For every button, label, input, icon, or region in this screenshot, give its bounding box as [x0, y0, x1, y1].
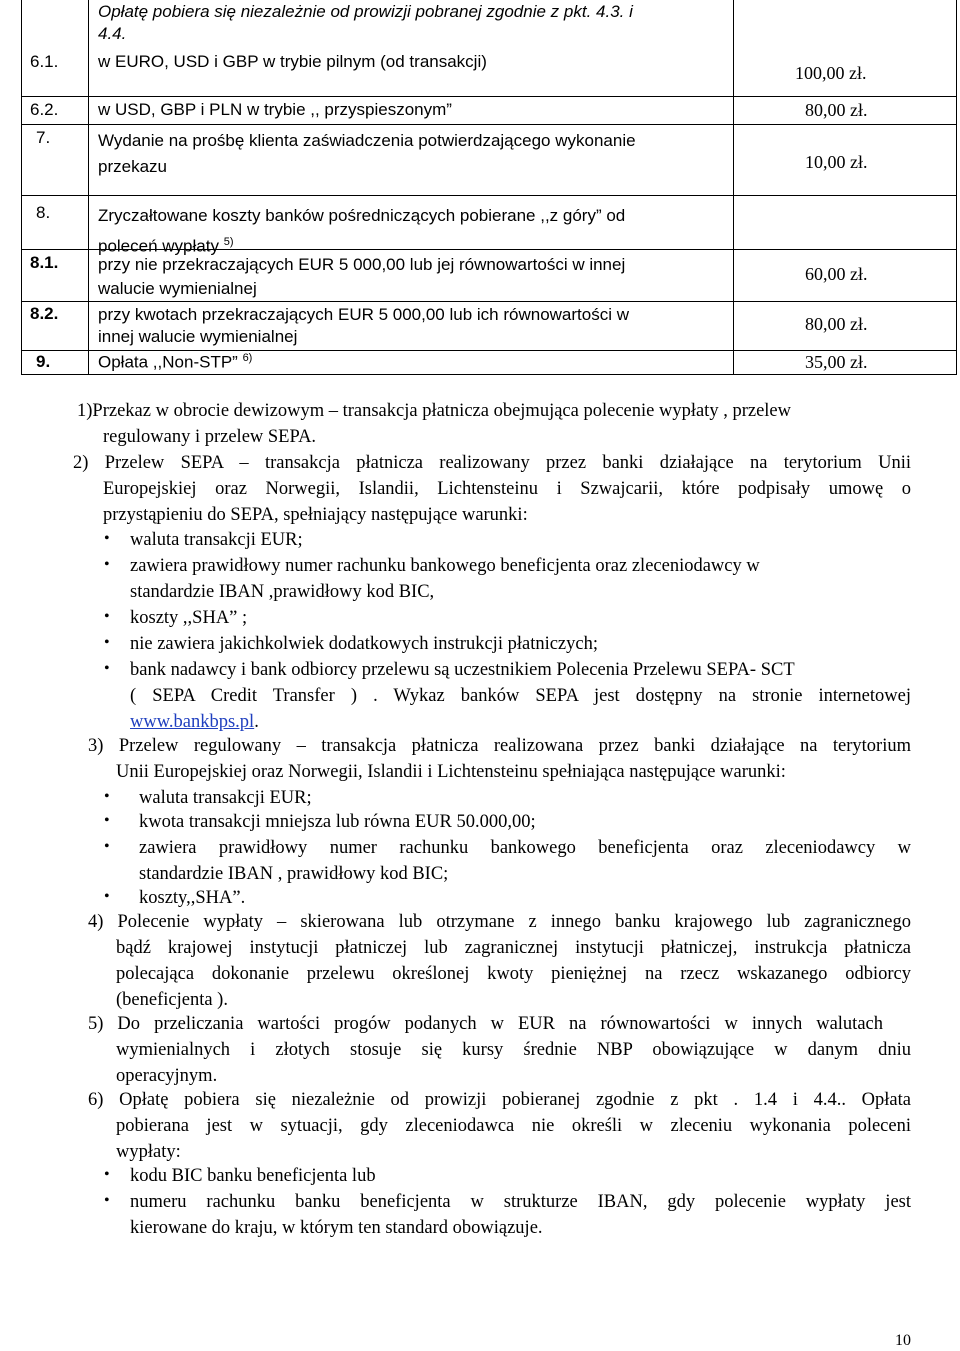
bullet-icon: • — [104, 1166, 110, 1183]
row-number: 8.1. — [30, 253, 59, 272]
note-4-line: polecająca dokonanie przelewu określonej kwoty pieniężnej na rzecz wskazanego odbiorcy — [116, 964, 911, 984]
list-item: bank nadawcy i bank odbiorcy przelewu są uczestnikiem Polecenia Przelewu SEPA- SCT — [130, 660, 795, 680]
note-6-line: 6) Opłatę pobiera się niezależnie od prowizji pobieranej zgodnie z pkt . 1.4 i 4.4.. Opłata — [88, 1090, 911, 1110]
row-description: w USD, GBP i PLN w trybie ,, przyspieszonym” — [98, 100, 452, 119]
note-3-line: 3) Przelew regulowany – transakcja płatnicza realizowana przez banki działające na terytorium — [88, 736, 911, 756]
bullet-icon: • — [104, 530, 110, 547]
note-2-line: 2) Przelew SEPA – transakcja płatnicza realizowany przez banki działające na terytorium Unii — [73, 453, 911, 473]
note-4-line: 4) Polecenie wypłaty – skierowana lub otrzymane z innego banku krajowego lub zagranicznego — [88, 912, 911, 932]
note-2-line: przystąpieniu do SEPA, spełniający następujące warunki: — [103, 505, 528, 525]
list-item: kierowane do kraju, w którym ten standard obowiązuje. — [130, 1218, 543, 1238]
row-number: 9. — [36, 352, 51, 371]
list-item: koszty ,,SHA” ; — [130, 608, 248, 628]
list-item: waluta transakcji EUR; — [139, 788, 312, 808]
row-description: w EURO, USD i GBP w trybie pilnym (od transakcji) — [98, 52, 487, 71]
bullet-icon: • — [104, 608, 110, 625]
note-1-line: regulowany i przelew SEPA. — [103, 427, 317, 447]
bullet-icon: • — [104, 838, 110, 855]
list-item: standardzie IBAN ,prawidłowy kod BIC, — [130, 582, 435, 602]
note-4-line: bądź krajowej instytucji płatniczej lub zagranicznej instytucji płatniczej, instrukcja płatnicza — [116, 938, 911, 958]
note-2-line: Europejskiej oraz Norwegii, Islandii, Lichtensteinu i Szwajcarii, które podpisały umowę o — [103, 479, 911, 499]
list-item: numeru rachunku banku beneficjenta w strukturze IBAN, gdy polecenie wypłaty jest — [130, 1192, 911, 1212]
note-5-line: operacyjnym. — [116, 1066, 218, 1086]
list-item: standardzie IBAN , prawidłowy kod BIC; — [139, 864, 449, 884]
list-item: kwota transakcji mniejsza lub równa EUR 50.000,00; — [139, 812, 536, 832]
list-item: zawiera prawidłowy numer rachunku bankowego beneficjenta oraz zleceniodawcy w — [130, 556, 760, 576]
row-number: 6.1. — [30, 52, 59, 71]
row-fee: 10,00 zł. — [805, 152, 868, 172]
bullet-icon: • — [104, 660, 110, 677]
row-number: 6.2. — [30, 100, 59, 119]
page-number: 10 — [895, 1332, 911, 1349]
note-3-line: Unii Europejskiej oraz Norwegii, Islandii i Lichtensteinu spełniająca następujące warunki: — [116, 762, 786, 782]
row-fee: 100,00 zł. — [795, 63, 867, 83]
bullet-icon: • — [104, 788, 110, 805]
bank-website-link[interactable]: www.bankbps.pl — [130, 712, 255, 732]
row-description: Opłata ,,Non-STP” $^{6)}$ — [98, 352, 253, 372]
bullet-icon: • — [104, 812, 110, 829]
note-6-line: wypłaty: — [116, 1142, 181, 1162]
note-5-line: wymienialnych i złotych stosuje się kursy średnie NBP obowiązujące w danym dniu — [116, 1040, 911, 1060]
row-description: Zryczałtowane koszty banków pośredniczących pobierane ,,z góry” od poleceń wypłaty $^{5)}$ — [98, 206, 626, 256]
row-fee: 80,00 zł. — [805, 314, 868, 334]
row-fee: 60,00 zł. — [805, 264, 868, 284]
list-item: waluta transakcji EUR; — [130, 530, 303, 550]
row-description: Wydanie na prośbę klienta zaświadczenia potwierdzającego wykonanie przekazu — [98, 131, 636, 176]
row-number: 8. — [36, 203, 51, 222]
table-row: Opłatę pobiera się niezależnie od prowizji pobranej zgodnie z pkt. 4.3. i 4.4. — [98, 2, 633, 43]
note-5-line: 5) Do przeliczania wartości progów podanych w EUR na równowartości w innych walutach — [88, 1014, 883, 1034]
list-item: kodu BIC banku beneficjenta lub — [130, 1166, 376, 1186]
note-1-line: 1)Przekaz w obrocie dewizowym – transakcja płatnicza obejmująca polecenie wypłaty , przelew — [77, 401, 791, 421]
note-4-line: (beneficjenta ). — [116, 990, 228, 1010]
bullet-icon: • — [104, 888, 110, 905]
note-6-line: pobierana jest w sytuacji, gdy zleceniodawca nie określi w zleceniu wykonania poleceni — [116, 1116, 911, 1136]
row-number: 7. — [36, 128, 51, 147]
row-fee: 35,00 zł. — [805, 352, 868, 372]
list-item: koszty,,SHA”. — [139, 888, 246, 908]
row-description: przy nie przekraczających EUR 5 000,00 lub jej równowartości w innej walucie wymienialnej — [98, 255, 626, 298]
bullet-icon: • — [104, 1192, 110, 1209]
list-item: www.bankbps.pl. — [130, 712, 259, 732]
list-item: ( SEPA Credit Transfer ) . Wykaz banków SEPA jest dostępny na stronie internetowej — [130, 686, 911, 706]
list-item: zawiera prawidłowy numer rachunku bankowego beneficjenta oraz zleceniodawcy w — [139, 838, 911, 858]
row-fee: 80,00 zł. — [805, 100, 868, 120]
bullet-icon: • — [104, 634, 110, 651]
row-description: przy kwotach przekraczających EUR 5 000,00 lub ich równowartości w innej walucie wymienialnej — [98, 305, 630, 346]
row-number: 8.2. — [30, 304, 59, 323]
list-item: nie zawiera jakichkolwiek dodatkowych instrukcji płatniczych; — [130, 634, 598, 654]
bullet-icon: • — [104, 556, 110, 573]
